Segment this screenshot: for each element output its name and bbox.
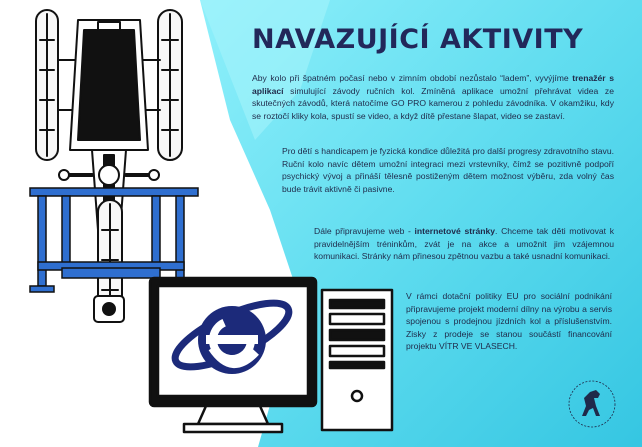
page-title: NAVAZUJÍCÍ AKTIVITY [252, 24, 584, 55]
horse-icon [582, 390, 600, 416]
horse-logo-badge [566, 378, 618, 430]
left-rear-wheel [36, 10, 58, 160]
right-rear-wheel [158, 10, 182, 160]
trainer-highlight: trenažér s aplikací [252, 73, 614, 96]
web-highlight: internetové stránky [414, 226, 496, 236]
handbike-illustration [0, 0, 260, 447]
paragraph-trainer-end: simulující závody ručních kol. Zmíněná aplikace umožní přehrávat videa ze skutečných závodů, která natočíme GO PRO kamerou z pohledu závodníka. V okamžiku, kdy se roztočí kliky kola, spustí se video, a když dítě přestane šlapat, video se zastaví. [252, 85, 614, 121]
paragraph-web-end: . Chceme tak děti motivovat k pravidelnějším tréninkům, zvát je na akce a umožnit jim vzájemnou komunikaci. Stránky nám přinesou zpětnou vazbu a také usnadní komunikaci. [314, 226, 614, 262]
hand-crank [59, 165, 159, 185]
paragraph-trainer [252, 72, 614, 122]
paragraph-trainer-start: Aby kolo při špatném počasí nebo v zimním období nezůstalo “ladem”, vyvýjíme [252, 73, 573, 83]
paragraph-web [314, 225, 614, 263]
seat-frame [58, 20, 160, 230]
paragraph-eu-project: V rámci dotační politiky EU pro sociální podnikání připravujeme projekt moderní dílny na výrobu a servis spojenou s prodejnou jízdních kol a příslušenstvím. Zisky z prodeje se stanou součástí financování projektu VÍTR VE VLASECH. [406, 291, 612, 352]
paragraph-web-start: Dále připravujeme web - [314, 226, 415, 236]
paragraph-handicap: Pro dětí s handicapem je fyzická kondice důležitá pro další progresy zdravotního stavu. Ruční kolo navíc dětem umožní integraci mezi vrstevníky, čímž se pozitivně podpoří psychický vývoj a přináší tělesně postiženým dětem možnost výběru, zda volný čas bude trávit aktivně či pasivne. [282, 146, 614, 194]
